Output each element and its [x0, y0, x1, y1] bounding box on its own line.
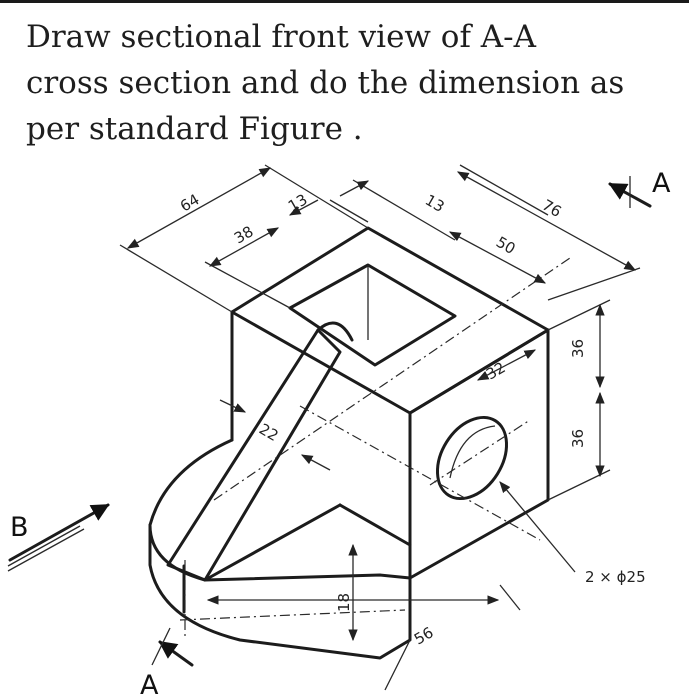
instruction-line-1: Draw sectional front view of A-A: [26, 19, 537, 55]
dim-50: 50: [493, 232, 519, 259]
dim-36-top: 36: [569, 338, 587, 358]
dim-76: 76: [539, 195, 565, 222]
instruction-line-3: per standard Figure .: [26, 111, 363, 147]
square-opening: [290, 265, 455, 365]
dim-56: 56: [411, 623, 437, 649]
dimension-lines: [128, 168, 635, 640]
instruction-line-2: cross section and do the dimension as: [26, 65, 625, 101]
rib-base-line: [205, 505, 340, 580]
dim-64: 64: [177, 190, 203, 216]
base-plate-top: [150, 440, 410, 580]
dim-38: 38: [231, 222, 257, 248]
section-a-top-label: A: [652, 168, 671, 199]
inclined-rib: [168, 330, 340, 580]
cube-right-face: [410, 330, 548, 578]
view-b-label: B: [10, 512, 29, 543]
dim-13-left: 13: [285, 190, 311, 216]
dim-32: 32: [483, 358, 509, 384]
hole-inner-edge: [450, 426, 495, 478]
holes-callout: 2 × ϕ25: [585, 568, 646, 586]
section-a-bottom-label: A: [140, 670, 159, 700]
dim-18: 18: [335, 592, 353, 612]
dim-36-bottom: 36: [569, 428, 587, 448]
base-plate-corner: [340, 505, 410, 545]
instruction-text: [26, 14, 676, 152]
cube-top-face: [232, 228, 548, 413]
dim-22: 22: [256, 419, 282, 446]
section-a-bottom-arrow: [160, 642, 192, 665]
base-plate-front: [150, 525, 410, 658]
dim-13-right: 13: [422, 190, 448, 217]
